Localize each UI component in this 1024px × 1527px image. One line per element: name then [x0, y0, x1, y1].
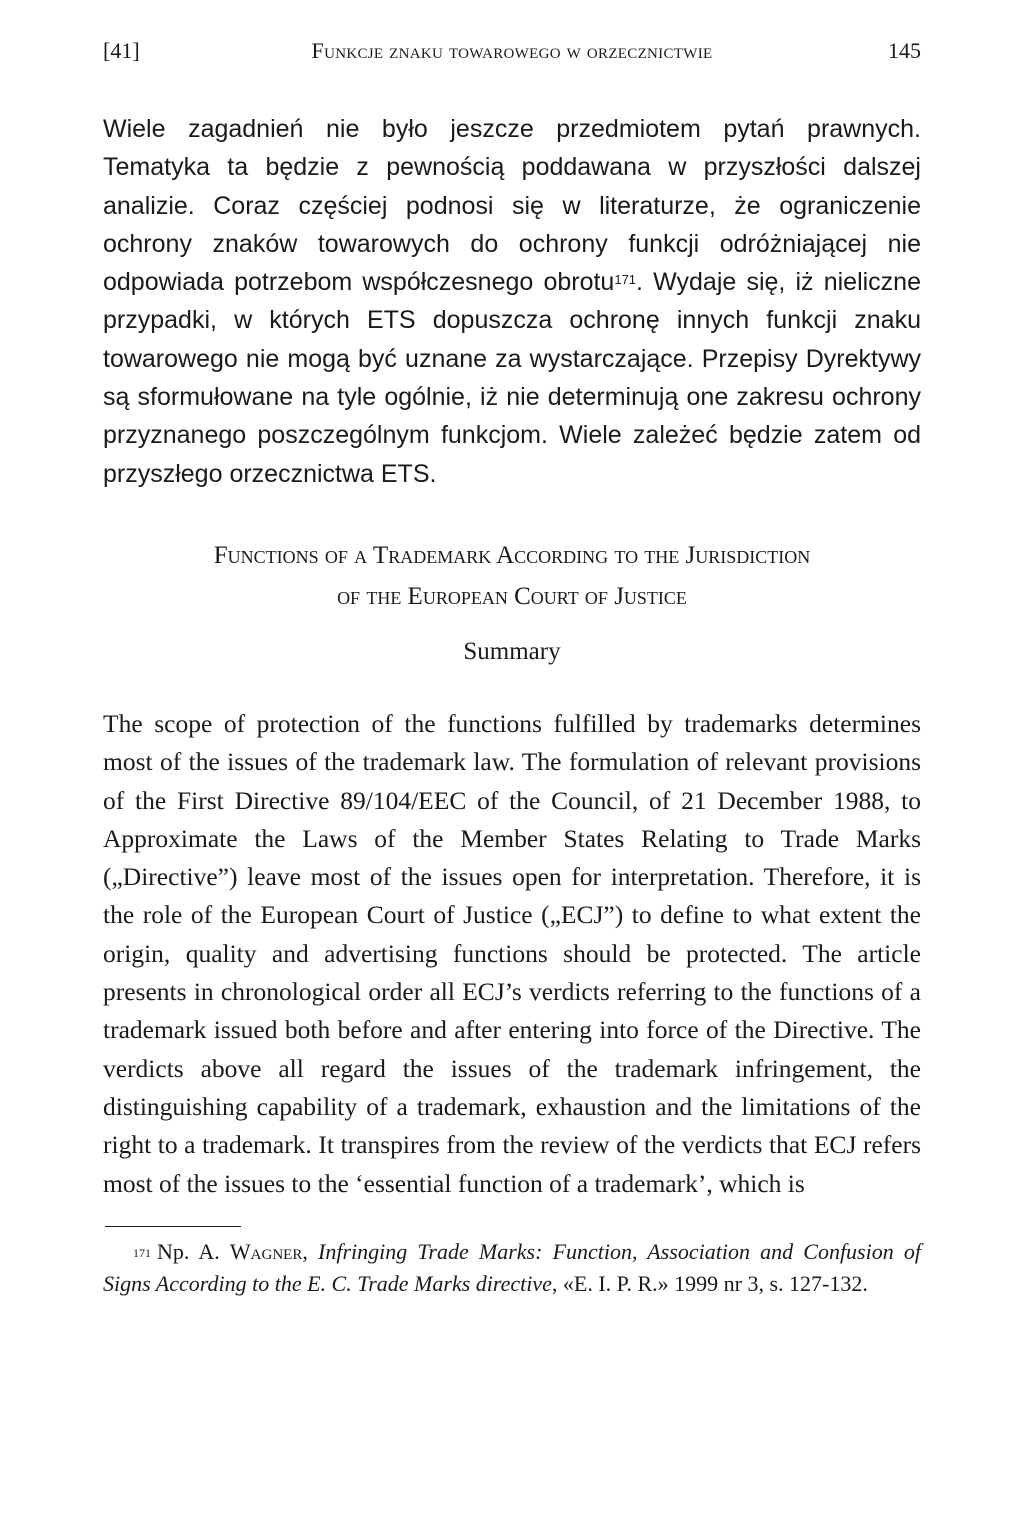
footnote-rest: , «E. I. P. R.» 1999 nr 3, s. 127-132.: [551, 1270, 868, 1296]
footnote-number: 171: [133, 1246, 151, 1260]
footnote-divider: [105, 1226, 241, 1227]
summary-paragraph: The scope of protection of the functions fulfilled by trademarks determines most of the issues of the trademark law. The formulation of relevant provisions of the First Directive 89/104/EEC of the Council, of 21 December 1988, to Approximate the Laws of the Member States Relating to Trade Marks („Directive”) leave most of the issues open for interpretation. Therefore, it is the role of the European Court of Justice („ECJ”) to define to what extent the origin, quality and advertising functions should be protected. The article presents in chronological order all ECJ’s verdicts referring to the functions of a trademark issued both before and after entering into force of the Directive. The verdicts above all regard the issues of the trademark infringement, the distinguishing capability of a trademark, exhaustion and the limitations of the right to a trademark. It transpires from the review of the verdicts that ECJ refers most of the issues to the ‘essential function of a trademark’, which is: [103, 709, 921, 1198]
summary-heading: Summary: [463, 638, 561, 665]
running-title: Funkcje znaku towarowego w orzecznictwie: [311, 38, 713, 63]
footnote-reference: 171: [614, 272, 637, 288]
page-number: 145: [888, 38, 921, 63]
summary-title-line-1: Functions of a Trademark According to the Jurisdiction: [213, 542, 811, 569]
polish-paragraph-text-2: . Wydaje się, iż nieliczne przypadki, w których ETS dopuszcza ochronę innych funkcji znaku towarowego nie mogą być uznane za wystarczające. Przepisy Dyrektywy są sformułowane na tyle ogólnie, iż nie determinują one zakresu ochrony przyznanego poszczególnym funkcjom. Wiele zależeć będzie zatem od przyszłego orzecznictwa ETS.: [103, 268, 921, 488]
footnote-title: Infringing Trade Marks: Function, Association and Confusion of Signs According to the E. C. Trade Marks directive: [103, 1239, 922, 1296]
footnote: [103, 1236, 921, 1299]
polish-paragraph-text-1: Wiele zagadnień nie było jeszcze przedmiotem pytań prawnych. Tematyka ta będzie z pewnością poddawana w przyszłości dalszej analizie. Coraz częściej podnosi się w literaturze, że ograniczenie ochrony znaków towarowych do ochrony funkcji odróżniającej nie odpowiada potrzebom współczesnego obrotu: [103, 115, 921, 297]
chapter-number: [41]: [103, 38, 140, 63]
polish-paragraph: [103, 110, 921, 493]
running-head: [103, 38, 921, 68]
summary-title: [103, 535, 921, 617]
summary-title-line-2: of the European Court of Justice: [337, 583, 687, 610]
footnote-author: Wagner: [229, 1239, 303, 1264]
footnote-separator: ,: [302, 1239, 318, 1264]
footnote-prefix: Np. A.: [157, 1239, 230, 1264]
